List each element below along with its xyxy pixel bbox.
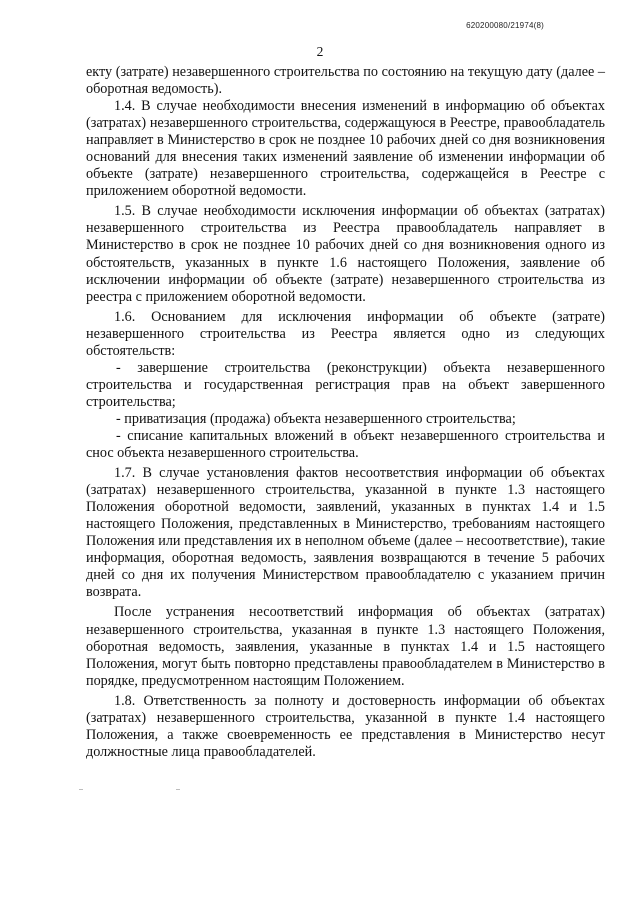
paragraph-1-8: 1.8. Ответственность за полноту и достоверность информации об объектах (затратах) незавершенного строительства, указанной в пункте 1.4 настоящего Положения, а также своевременность ее представления в Министерство несут должностные лица правообладателей. [86, 692, 605, 760]
paragraph-1-4: 1.4. В случае необходимости внесения изменений в информацию об объектах (затратах) незавершенного строительства, содержащуюся в Реестре, правообладатель направляет в Министерство в срок не позднее 10 рабочих дней со дня возникновения оснований для внесения таких изменений заявление об изменении информации об объекте (затрате) незавершенного строительства, содержащейся в Реестре с приложением оборотной ведомости. [86, 98, 605, 200]
paragraph-after-correction: После устранения несоответствий информация об объектах (затратах) незавершенного строительства, указанная в пункте 1.3 настоящего Положения, оборотная ведомость, заявления, указанные в пунктах 1.4 и 1.5 настоящего Положения, могут быть повторно представлены правообладателем в Министерство в порядке, предусмотренном настоящим Положением. [86, 604, 605, 689]
paragraph-continuation: екту (затрате) незавершенного строительства по состоянию на текущую дату (далее – оборотная ведомость). [86, 64, 605, 98]
document-id: 620200080/21974(8) [466, 21, 544, 30]
scan-mark [176, 789, 180, 790]
list-item-completion: - завершение строительства (реконструкции) объекта незавершенного строительства и государственная регистрация прав на объект завершенного строительства; [86, 359, 605, 410]
list-item-write-off: - списание капитальных вложений в объект незавершенного строительства и снос объекта незавершенного строительства. [86, 427, 605, 462]
paragraph-1-6: 1.6. Основанием для исключения информации об объекте (затрате) незавершенного строительства из Реестра является одно из следующих обстоятельств: [86, 308, 605, 359]
scan-mark [79, 789, 83, 790]
list-item-privatization: - приватизация (продажа) объекта незавершенного строительства; [116, 410, 516, 427]
page-number: 2 [316, 44, 324, 59]
paragraph-1-7: 1.7. В случае установления фактов несоответствия информации об объектах (затратах) незавершенного строительства, указанной в пункте 1.3 настоящего Положения оборотной ведомости, заявлений, указанных в пунктах 1.4 и 1.5 настоящего Положения, представленных в Министерство, требованиям настоящего Положения или представления их в неполном объеме (далее – несоответствие), такие информация, оборотная ведомость, заявления возвращаются в течение 5 рабочих дней со дня их получения Министерством правообладателю с указанием причин возврата. [86, 465, 605, 601]
paragraph-1-5: 1.5. В случае необходимости исключения информации об объектах (затратах) незавершенного строительства из Реестра правообладатель направляет в Министерство в срок не позднее 10 рабочих дней со дня возникновения одного из обстоятельств, указанных в пункте 1.6 настоящего Положения, заявление об исключении информации об объекте (затрате) незавершенного строительства из реестра с приложением оборотной ведомости. [86, 203, 605, 305]
document-body [86, 64, 605, 761]
